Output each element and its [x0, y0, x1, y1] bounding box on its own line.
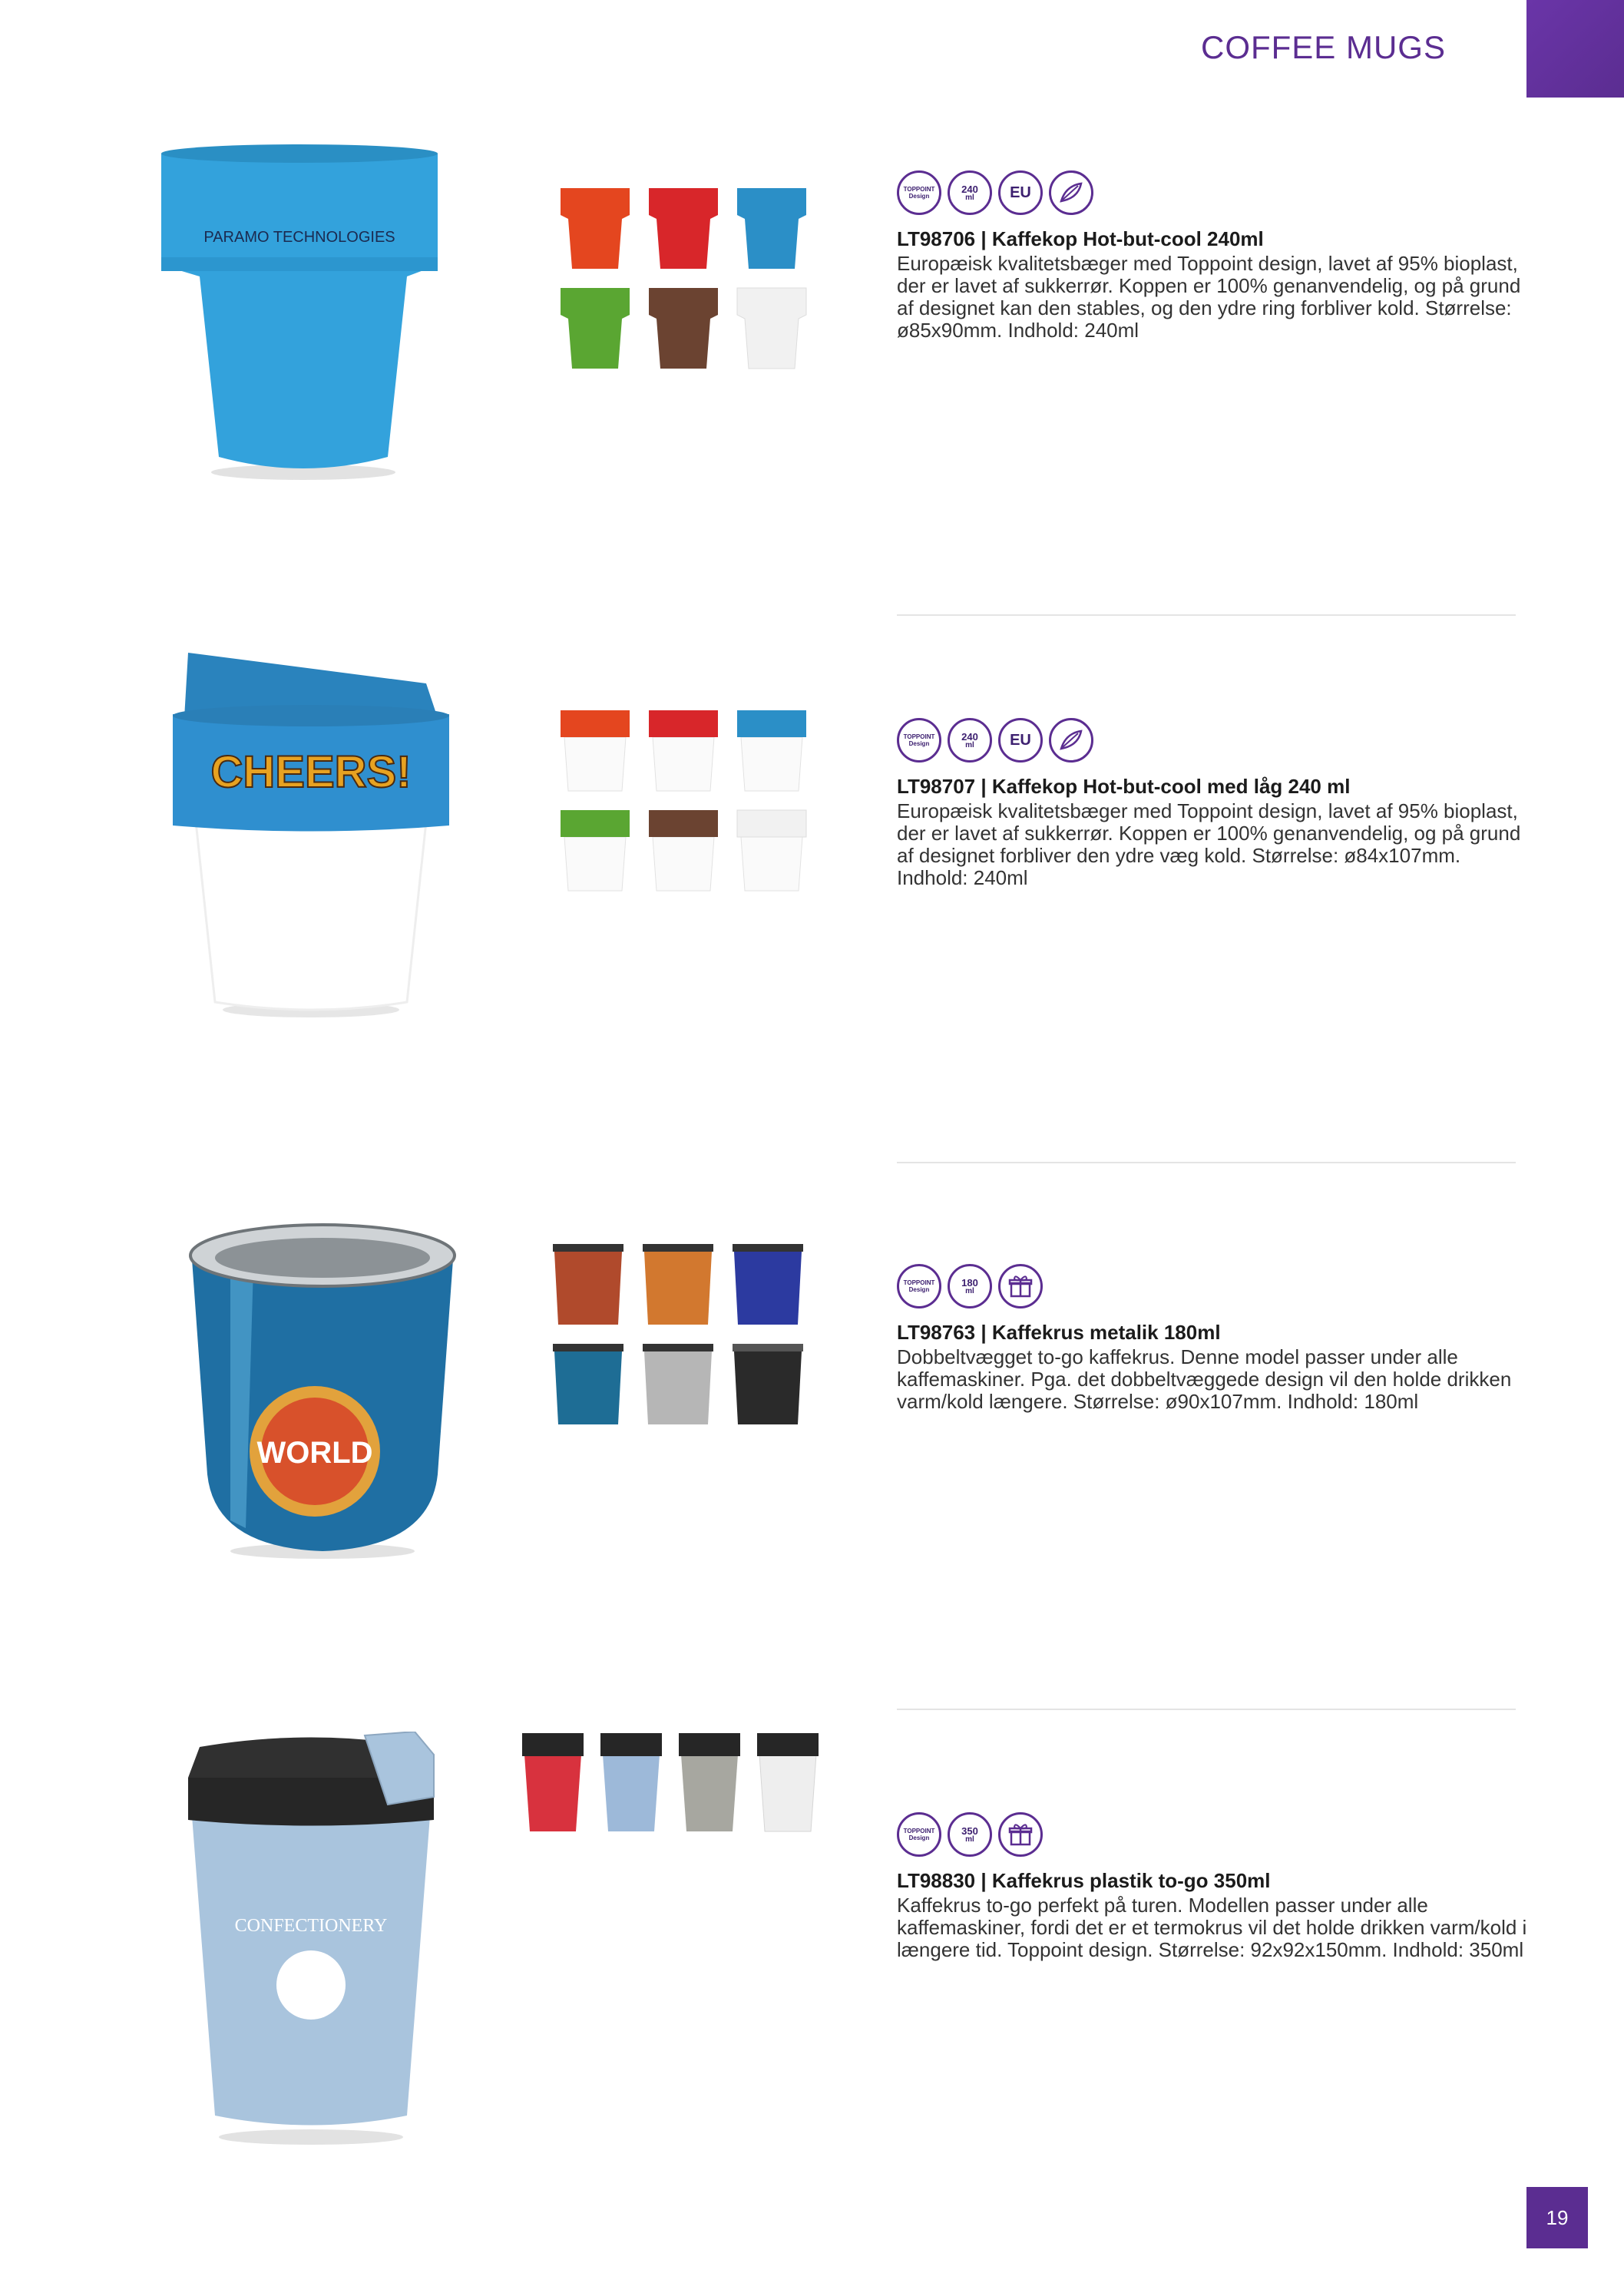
thumb-3	[737, 188, 806, 269]
badge-design-line2: Design	[908, 193, 930, 200]
thumb-4	[561, 810, 630, 891]
volume-unit: ml	[965, 1286, 974, 1295]
volume-badge	[948, 1812, 992, 1857]
thumb-2	[649, 188, 718, 269]
thumb-1	[561, 188, 630, 269]
volume-value: 240	[961, 183, 978, 195]
product-main-image	[184, 1221, 461, 1563]
eu-badge: EU	[998, 170, 1043, 215]
badge-design-line1: TOPPOINT	[903, 1828, 935, 1834]
thumb-1	[522, 1733, 584, 1831]
page-number: 19	[1526, 2187, 1588, 2248]
product-divider	[897, 1162, 1516, 1163]
volume-badge	[948, 170, 992, 215]
product-badges	[897, 170, 1534, 215]
volume-unit: ml	[965, 740, 974, 749]
product-color-thumbnails	[518, 1724, 825, 1839]
volume-value: 240	[961, 730, 978, 743]
thumb-1	[553, 1244, 623, 1325]
badge-design-line2: Design	[908, 1834, 930, 1841]
toppoint-design-badge	[897, 1264, 941, 1308]
product-color-thumbnails	[553, 184, 837, 376]
thumb-6	[737, 810, 806, 891]
thumb-4	[561, 288, 630, 369]
badge-design-line2: Design	[908, 740, 930, 747]
product-divider	[897, 614, 1516, 616]
product-badges	[897, 1264, 1534, 1308]
product-logo-print: CONFECTIONERY	[234, 1916, 388, 1936]
page-section-title: COFFEE MUGS	[1200, 29, 1446, 65]
gift-icon	[998, 1812, 1043, 1857]
thumb-2	[643, 1244, 713, 1325]
volume-value: 350	[961, 1825, 978, 1837]
product-description: Europæisk kvalitetsbæger med Toppoint design, lavet af 95% bioplast, der er lavet af sukkerrør. Koppen er 100% genanvendelig, og på grund af designet forbliver den ydre væg kold. Størrelse: ø84x107mm. Indhold: 240ml	[897, 799, 1521, 889]
product-description: Kaffekrus to-go perfekt på turen. Modellen passer under alle kaffemaskiner, fordi det er et termokrus vil det holde drikken varm/kold i længere tid. Toppoint design. Størrelse: 92x92x150mm. Indhold: 350ml	[897, 1894, 1527, 1961]
toppoint-design-badge	[897, 1812, 941, 1857]
product-description: Dobbeltvægget to-go kaffekrus. Denne model passer under alle kaffemaskiner. Pga. det dobbeltvæggede design vil den holde drikken varm/kold længere. Størrelse: ø90x107mm. Indhold: 180ml	[897, 1345, 1512, 1413]
thumb-6	[733, 1344, 803, 1424]
thumb-5	[643, 1344, 713, 1424]
product-info	[897, 718, 1534, 889]
product-badges	[897, 718, 1534, 763]
product-color-thumbnails	[553, 703, 837, 902]
leaf-icon	[1049, 718, 1093, 763]
thumb-5	[649, 810, 718, 891]
thumb-3	[679, 1733, 740, 1831]
volume-value: 180	[961, 1276, 978, 1289]
product-title: LT98830 | Kaffekrus plastik to-go 350ml	[897, 1869, 1271, 1892]
product-badges	[897, 1812, 1534, 1857]
volume-unit: ml	[965, 1834, 974, 1844]
product-info	[897, 170, 1534, 342]
product-color-thumbnails	[553, 1240, 837, 1436]
badge-design-line1: TOPPOINT	[903, 733, 935, 740]
thumb-2	[600, 1733, 662, 1831]
thumb-1	[561, 710, 630, 791]
product-title: LT98706 | Kaffekop Hot-but-cool 240ml	[897, 227, 1264, 250]
product-title: LT98763 | Kaffekrus metalik 180ml	[897, 1321, 1221, 1344]
thumb-4	[553, 1344, 623, 1424]
thumb-5	[649, 288, 718, 369]
thumb-3	[733, 1244, 803, 1325]
volume-unit: ml	[965, 193, 974, 202]
eu-badge: EU	[998, 718, 1043, 763]
volume-badge	[948, 718, 992, 763]
product-info	[897, 1264, 1534, 1413]
badge-design-line1: TOPPOINT	[903, 1279, 935, 1286]
badge-design-line1: TOPPOINT	[903, 186, 935, 193]
thumb-6	[737, 288, 806, 369]
thumb-4	[757, 1733, 819, 1831]
product-info	[897, 1812, 1534, 1961]
product-main-image	[173, 653, 449, 1021]
product-logo-print: WORLD	[256, 1436, 373, 1470]
product-divider	[897, 1709, 1516, 1710]
badge-design-line2: Design	[908, 1286, 930, 1293]
toppoint-design-badge	[897, 718, 941, 763]
product-logo-print: CHEERS!	[210, 747, 412, 797]
thumb-2	[649, 710, 718, 791]
thumb-3	[737, 710, 806, 791]
volume-badge	[948, 1264, 992, 1308]
gift-icon	[998, 1264, 1043, 1308]
toppoint-design-badge	[897, 170, 941, 215]
header-accent-block	[1526, 0, 1624, 98]
product-logo-print: PARAMO TECHNOLOGIES	[203, 229, 395, 246]
product-description: Europæisk kvalitetsbæger med Toppoint design, lavet af 95% bioplast, der er lavet af sukkerrør. Koppen er 100% genanvendelig, og på grund af designet kan den stables, og den ydre ring forbliver kold. Størrelse: ø85x90mm. Indhold: 240ml	[897, 252, 1521, 342]
product-main-image	[184, 1732, 445, 2146]
product-title: LT98707 | Kaffekop Hot-but-cool med låg 240 ml	[897, 775, 1351, 798]
leaf-icon	[1049, 170, 1093, 215]
product-main-image	[154, 142, 461, 484]
